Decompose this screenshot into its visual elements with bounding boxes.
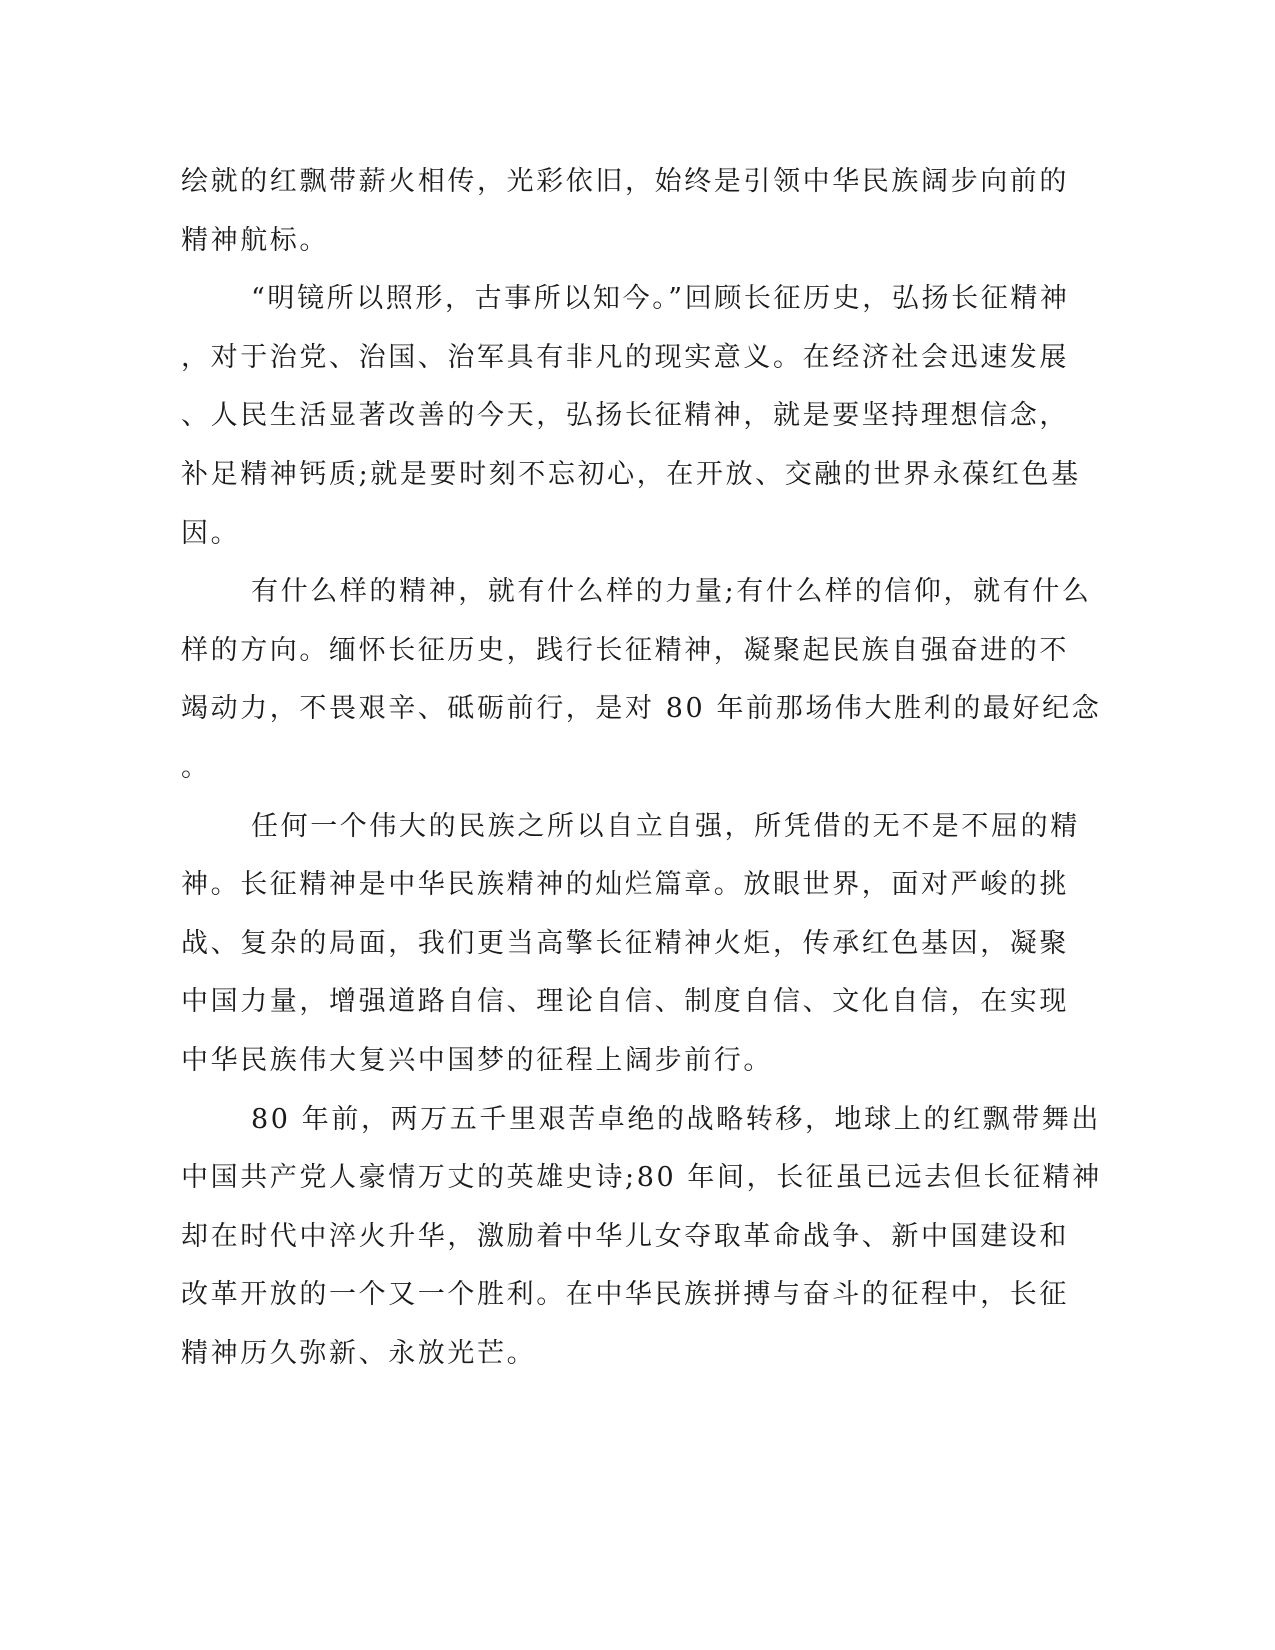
paragraph-5	[181, 1091, 1102, 1384]
text-line: 。	[181, 751, 211, 783]
text-line: 绘就的红飘带薪火相传，光彩依旧，始终是引领中华民族阔步向前的	[181, 166, 1069, 197]
text-line: 补足精神钙质;就是要时刻不忘初心，在开放、交融的世界永葆红色基	[181, 458, 1081, 490]
text-line: “明镜所以照形，古事所以知今。”回顾长征历史，弘扬长征精神	[251, 283, 1070, 315]
paragraph-3	[181, 563, 1102, 797]
text-line: 中华民族伟大复兴中国梦的征程上阔步前行。	[181, 1044, 773, 1076]
text-line: 战、复杂的局面，我们更当高擎长征精神火炬，传承红色基因，凝聚	[181, 927, 1069, 959]
text-line: 80 年前，两万五千里艰苦卓绝的战略转移，地球上的红飘带舞出	[251, 1103, 1101, 1135]
text-line: 神。长征精神是中华民族精神的灿烂篇章。放眼世界，面对严峻的挑	[181, 869, 1069, 901]
text-line: 因。	[181, 517, 241, 549]
text-line: 中国共产党人豪情万丈的英雄史诗;80 年间，长征虽已远去但长征精神	[181, 1162, 1102, 1194]
text-line: 改革开放的一个又一个胜利。在中华民族拼搏与奋斗的征程中，长征	[181, 1279, 1069, 1311]
text-line: 有什么样的精神，就有什么样的力量;有什么样的信仰，就有什么	[251, 576, 1092, 608]
text-line: 精神历久弥新、永放光芒。	[181, 1337, 537, 1369]
document-page	[181, 153, 1102, 1383]
text-line: 样的方向。缅怀长征历史，践行长征精神，凝聚起民族自强奋进的不	[181, 634, 1069, 666]
paragraph-4	[181, 798, 1080, 1091]
text-line: 任何一个伟大的民族之所以自立自强，所凭借的无不是不屈的精	[251, 810, 1080, 842]
text-line: ，对于治党、治国、治军具有非凡的现实意义。在经济社会迅速发展	[181, 341, 1069, 373]
paragraph-2	[181, 270, 1081, 563]
text-line: 、人民生活显著改善的今天，弘扬长征精神，就是要坚持理想信念，	[181, 400, 1069, 432]
text-line: 中国力量，增强道路自信、理论自信、制度自信、文化自信，在实现	[181, 986, 1069, 1018]
text-line: 却在时代中淬火升华，激励着中华儿女夺取革命战争、新中国建设和	[181, 1220, 1069, 1252]
text-line: 精神航标。	[181, 224, 329, 256]
paragraph-1	[181, 153, 1069, 270]
text-line: 竭动力，不畏艰辛、砥砺前行，是对 80 年前那场伟大胜利的最好纪念	[181, 693, 1102, 725]
